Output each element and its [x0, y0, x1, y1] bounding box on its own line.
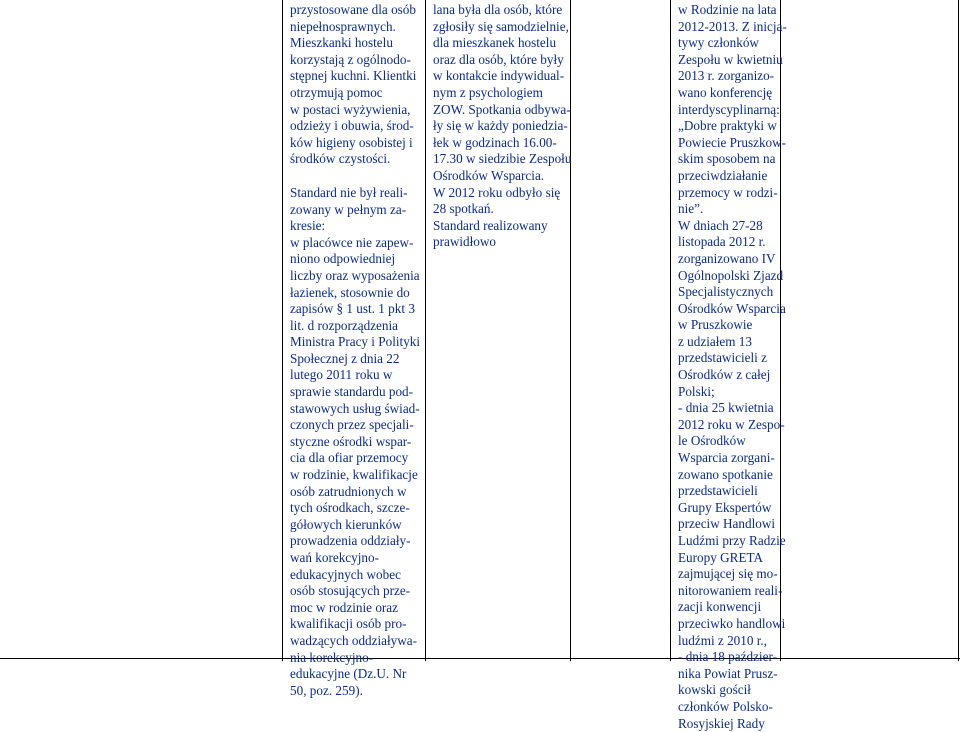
column-border: [670, 0, 671, 661]
text-line: Specjalistycznych: [678, 284, 774, 300]
text-line: Polski;: [678, 383, 715, 399]
text-line: lutego 2011 roku w: [290, 367, 393, 383]
text-line: Ośrodków Wsparcia.: [433, 167, 545, 183]
text-line: 17.30 w siedzibie Zespołu: [433, 151, 572, 167]
text-line: skim sposobem na: [678, 151, 776, 167]
text-line: nie”.: [678, 201, 704, 217]
text-line: W 2012 roku odbyło się: [433, 184, 561, 200]
text-line: zorganizowano IV: [678, 250, 776, 266]
text-line: Ministra Pracy i Polityki: [290, 334, 421, 350]
text-line: W dniach 27-28: [678, 217, 763, 233]
cell-column-2: [433, 2, 571, 251]
text-line: zgłosiły się samodzielnie,: [433, 18, 569, 34]
text-line: czonych przez specjali-: [290, 417, 414, 433]
text-line: Grupy Ekspertów: [678, 499, 772, 515]
text-line: 2013 r. zorganizo-: [678, 68, 775, 84]
text-line: Społecznej z dnia 22: [290, 350, 400, 366]
text-line: przystosowane dla osób: [290, 2, 416, 17]
text-line: łek w godzinach 16.00-: [433, 134, 557, 150]
text-line: ZOW. Spotkania odbywa-: [433, 101, 571, 117]
text-line: 2012 roku w Zespo-: [678, 416, 785, 432]
text-line: Ogólnopolski Zjazd: [678, 267, 784, 283]
text-line: środków czystości.: [290, 151, 391, 167]
text-line: interdyscyplinarną:: [678, 101, 780, 117]
text-line: korzystają z ogólnodo-: [290, 51, 411, 67]
text-line: „Dobre praktyki w: [678, 118, 777, 134]
text-line: 50, poz. 259).: [290, 682, 363, 698]
column-border: [425, 0, 426, 661]
text-line: nym z psychologiem: [433, 84, 543, 100]
text-line: Ośrodków z całej: [678, 367, 771, 383]
text-line: ków higieny osobistej i: [290, 134, 413, 150]
text-line: Europy GRETA: [678, 549, 764, 565]
text-line: edukacyjne (Dz.U. Nr: [290, 666, 407, 682]
text-line: gółowych kierunków: [290, 516, 402, 532]
text-line: stawowych usług świad-: [290, 400, 420, 416]
text-line: osób zatrudnionych w: [290, 483, 407, 499]
text-line: zacji konwencji: [678, 599, 762, 615]
text-line: osób stosujących prze-: [290, 583, 411, 599]
text-line: w postaci wyżywienia,: [290, 101, 411, 117]
text-line: Ośrodków Wsparcia: [678, 300, 786, 316]
text-line: zajmującej się mo-: [678, 566, 778, 582]
text-line: kwalifikacji osób pro-: [290, 616, 407, 632]
text-line: dla mieszkanek hostelu: [433, 35, 557, 51]
text-line: - dnia 18 paździer-: [678, 649, 777, 665]
text-line: ły się w każdy poniedzia-: [433, 118, 568, 134]
text-line: Rosyjskiej Rady: [678, 715, 765, 731]
text-line: styczne ośrodki wspar-: [290, 433, 412, 449]
text-line: Ludźmi przy Radzie: [678, 533, 786, 548]
text-line: wań korekcyjno-: [290, 550, 379, 565]
text-line: niepełnosprawnych.: [290, 18, 396, 34]
text-line: przedstawicieli: [678, 483, 758, 499]
text-line: nika Powiat Prusz-: [678, 665, 778, 681]
text-line: w Pruszkowie: [678, 317, 753, 333]
text-line: cia dla ofiar przemocy: [290, 450, 409, 466]
text-line: w Rodzinie na lata: [678, 2, 777, 17]
text-line: członków Polsko-: [678, 698, 773, 714]
text-line: lana była dla osób, które: [433, 2, 563, 17]
text-line: Zespołu w kwietniu: [678, 51, 783, 67]
text-line: Powiecie Pruszkow-: [678, 134, 787, 150]
text-line: nia korekcyjno-: [290, 649, 374, 665]
text-line: nitorowaniem reali-: [678, 582, 783, 598]
text-line: zapisów § 1 ust. 1 pkt 3: [290, 301, 415, 317]
text-line: odzieży i obuwia, środ-: [290, 118, 414, 134]
text-line: kresie:: [290, 218, 326, 234]
text-line: w rodzinie, kwalifikacje: [290, 467, 418, 483]
text-line: wadzących oddziaływa-: [290, 632, 418, 648]
text-line: z udziałem 13: [678, 333, 752, 349]
cell-column-3: [678, 2, 787, 732]
text-line: przeciwdziałanie: [678, 167, 768, 183]
row-border: [0, 658, 960, 659]
text-line: otrzymują pomoc: [290, 84, 383, 100]
text-line: Wsparcia zorgani-: [678, 450, 775, 466]
text-line: tywy członków: [678, 35, 759, 51]
text-line: zowany w pełnym za-: [290, 201, 407, 217]
text-line: przeciwko handlowi: [678, 615, 786, 631]
text-line: ludźmi z 2010 r.,: [678, 632, 768, 648]
text-line: oraz dla osób, które były: [433, 51, 564, 67]
cell-column-1: [290, 2, 420, 699]
text-line: moc w rodzinie oraz: [290, 599, 399, 615]
column-border: [282, 0, 283, 661]
text-line: wano konferencję: [678, 84, 773, 100]
text-line: stępnej kuchni. Klientki: [290, 68, 417, 84]
text-line: przeciw Handlowi: [678, 516, 776, 532]
text-line: przemocy w rodzi-: [678, 184, 778, 200]
text-line: sprawie standardu pod-: [290, 384, 414, 400]
text-line: w kontakcie indywidual-: [433, 68, 565, 84]
text-line: le Ośrodków: [678, 433, 746, 449]
text-line: liczby oraz wyposażenia: [290, 267, 420, 283]
text-line: prowadzenia oddziały-: [290, 533, 411, 549]
text-line: tych ośrodkach, szcze-: [290, 500, 410, 516]
text-line: w placówce nie zapew-: [290, 234, 414, 250]
text-line: Standard realizowany: [433, 217, 548, 233]
text-line: niono odpowiedniej: [290, 251, 396, 267]
text-line: łazienek, stosownie do: [290, 284, 410, 300]
text-line: przedstawicieli z: [678, 350, 767, 366]
text-line: kowski gościł: [678, 682, 751, 698]
column-border: [958, 0, 959, 661]
text-line: Standard nie był reali-: [290, 184, 408, 200]
text-line: zowano spotkanie: [678, 466, 773, 482]
text-line: lit. d rozporządzenia: [290, 317, 399, 333]
paragraph-gap: [290, 168, 420, 185]
text-line: listopada 2012 r.: [678, 234, 766, 250]
text-line: 2012-2013. Z inicja-: [678, 18, 787, 34]
text-line: edukacyjnych wobec: [290, 566, 401, 582]
text-line: Mieszkanki hostelu: [290, 35, 393, 51]
text-line: - dnia 25 kwietnia: [678, 400, 774, 416]
text-line: prawidłowo: [433, 234, 496, 250]
text-line: 28 spotkań.: [433, 201, 494, 217]
